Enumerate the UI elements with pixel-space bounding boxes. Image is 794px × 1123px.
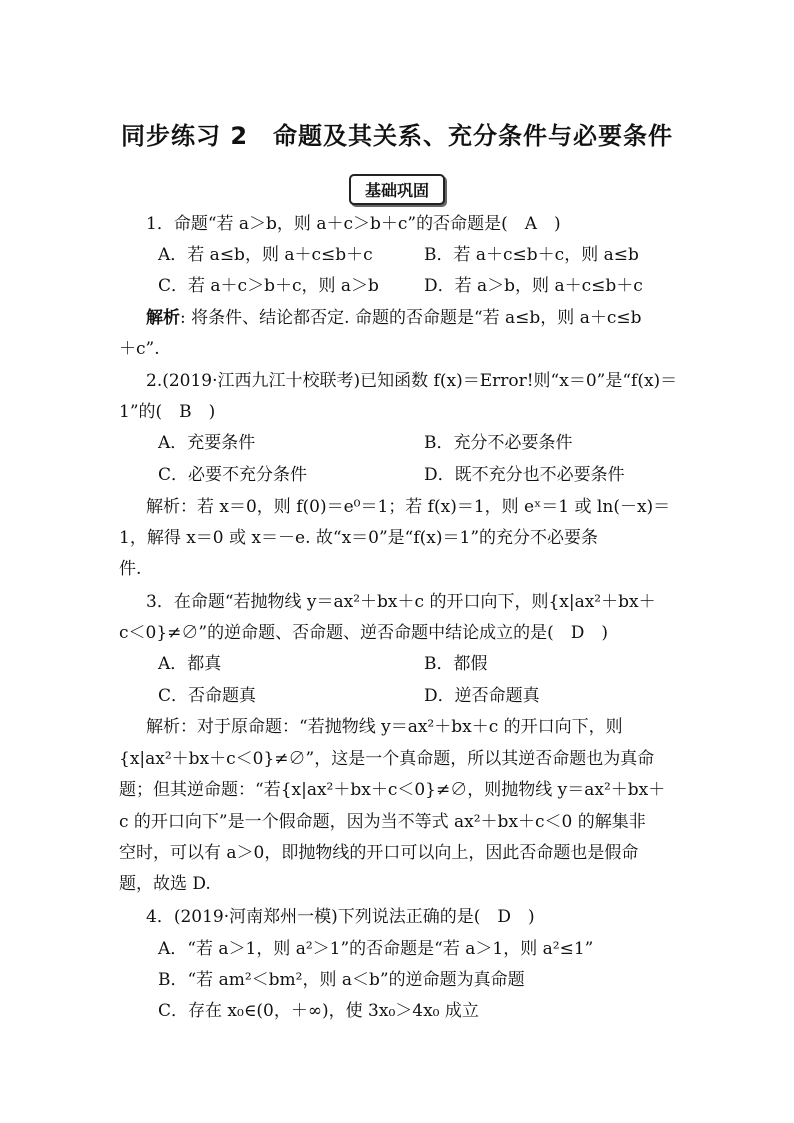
q3-option-a: A．都真 bbox=[158, 654, 222, 674]
analysis-label: 解析 bbox=[146, 308, 180, 328]
analysis-text: : 将条件、结论都否定. 命题的否命题是“若 a≤b，则 a＋c≤b bbox=[180, 308, 642, 328]
q3-analysis-cont: 题，故选 D. bbox=[119, 874, 211, 894]
q1-option-a: A．若 a≤b，则 a＋c≤b＋c bbox=[158, 245, 373, 265]
q3-option-d: D．逆否命题真 bbox=[424, 686, 540, 706]
q1-option-c: C．若 a＋c＞b＋c，则 a＞b bbox=[158, 276, 379, 296]
q2-analysis-cont: 1，解得 x＝0 或 x＝－e. 故“x＝0”是“f(x)＝1”的充分不必要条 bbox=[119, 528, 599, 548]
q1-analysis-cont: ＋c”. bbox=[119, 339, 160, 359]
q2-analysis-cont: 件. bbox=[119, 559, 142, 579]
q2-option-d: D．既不充分也不必要条件 bbox=[424, 465, 625, 485]
question-2-cont: 1”的( B ) bbox=[119, 402, 216, 422]
question-3-cont: c＜0}≠∅”的逆命题、否命题、逆否命题中结论成立的是( D ) bbox=[119, 623, 608, 643]
question-2: 2.(2019·江西九江十校联考)已知函数 f(x)＝Error!则“x＝0”是“f(x)＝ bbox=[146, 371, 678, 391]
q2-option-c: C．必要不充分条件 bbox=[158, 465, 308, 485]
section-label: 基础巩固 bbox=[349, 174, 445, 205]
q1-option-d: D．若 a＞b，则 a＋c≤b＋c bbox=[424, 276, 643, 296]
q2-option-a: A．充要条件 bbox=[158, 433, 256, 453]
q3-analysis-cont: {x|ax²＋bx＋c＜0}≠∅”，这是一个真命题，所以其逆否命题也为真命 bbox=[119, 749, 655, 769]
q3-analysis-cont: 空时，可以有 a＞0，即抛物线的开口可以向上，因此否命题也是假命 bbox=[119, 843, 639, 863]
q4-option-b: B．“若 am²＜bm²，则 a＜b”的逆命题为真命题 bbox=[158, 970, 525, 990]
page-title: 同步练习 2 命题及其关系、充分条件与必要条件 bbox=[120, 122, 674, 150]
q3-analysis: 解析：对于原命题：“若抛物线 y＝ax²＋bx＋c 的开口向下，则 bbox=[146, 717, 623, 737]
question-3: 3．在命题“若抛物线 y＝ax²＋bx＋c 的开口向下，则{x|ax²＋bx＋ bbox=[146, 592, 656, 612]
question-1: 1．命题“若 a＞b，则 a＋c＞b＋c”的否命题是( A ) bbox=[146, 214, 561, 234]
q2-analysis: 解析：若 x＝0，则 f(0)＝e⁰＝1；若 f(x)＝1，则 eˣ＝1 或 ln(－x)＝ bbox=[146, 497, 671, 517]
q1-analysis bbox=[146, 307, 641, 329]
question-4: 4．(2019·河南郑州一模)下列说法正确的是( D ) bbox=[146, 907, 535, 927]
q3-option-b: B．都假 bbox=[424, 654, 488, 674]
q3-analysis-cont: c 的开口向下”是一个假命题，因为当不等式 ax²＋bx＋c＜0 的解集非 bbox=[119, 812, 646, 832]
section-header bbox=[0, 174, 794, 205]
q3-analysis-cont: 题；但其逆命题：“若{x|ax²＋bx＋c＜0}≠∅，则抛物线 y＝ax²＋bx＋ bbox=[119, 780, 666, 800]
q4-option-a: A．“若 a＞1，则 a²＞1”的否命题是“若 a＞1，则 a²≤1” bbox=[158, 939, 594, 959]
q2-option-b: B．充分不必要条件 bbox=[424, 433, 573, 453]
q1-option-b: B．若 a＋c≤b＋c，则 a≤b bbox=[424, 245, 639, 265]
q4-option-c: C．存在 x₀∈(0，＋∞)，使 3x₀＞4x₀ 成立 bbox=[158, 1001, 479, 1021]
q3-option-c: C．否命题真 bbox=[158, 686, 257, 706]
